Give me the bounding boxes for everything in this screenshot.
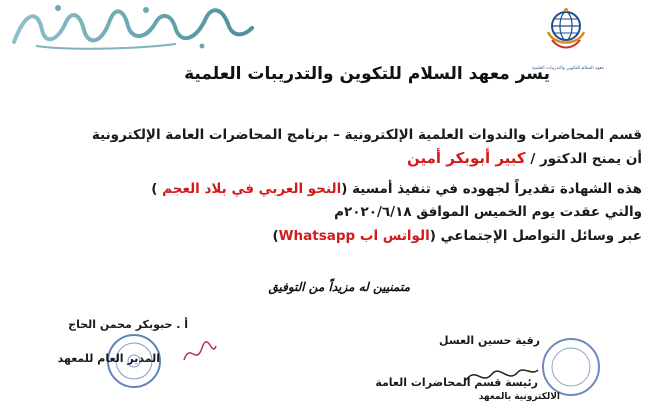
recipient-name: كبير أبوبكر أمين bbox=[406, 149, 526, 167]
grant-line bbox=[407, 149, 642, 167]
grant-prefix: أن يمنح الدكتور / bbox=[530, 151, 642, 167]
via-prefix: عبر وسائل التواصل الإجتماعي ( bbox=[429, 228, 642, 244]
head-title: رئيسة قسم المحاضرات العامة bbox=[375, 376, 538, 389]
platform-line bbox=[272, 228, 642, 244]
director-title: المدير العام للمعهد bbox=[57, 352, 160, 365]
logo-caption: معهد السلام للتكوين والتدريبات العلمية bbox=[531, 66, 605, 71]
director-name: أ . حبوبكر محمن الحاج bbox=[68, 318, 188, 331]
head-title-2: الالكترونية بالمعهد bbox=[478, 392, 560, 402]
director-signature bbox=[180, 338, 220, 368]
via-suffix: ) bbox=[272, 228, 279, 244]
institute-logo bbox=[536, 2, 596, 62]
wish-line: متمنيين له مزيداً من التوفيق bbox=[268, 280, 410, 294]
department-line: قسم المحاضرات والندوات العلمية الإلكترونية – برنامج المحاضرات العامة الإلكترونية bbox=[91, 127, 642, 143]
held-date-line: والتي عقدت يوم الخميس الموافق ٢٠٢٠/٦/١٨م bbox=[334, 204, 642, 220]
thanks-calligraphy bbox=[6, 0, 256, 52]
cert-prefix: هذه الشهادة تقديراً لجهوده في تنفيذ أمسية ( bbox=[341, 181, 642, 197]
certificate-reason bbox=[151, 181, 642, 197]
institute-stamp-right bbox=[540, 336, 602, 398]
cert-suffix: ) bbox=[151, 181, 163, 197]
head-name: رقية حسين العسل bbox=[439, 334, 540, 347]
platform-name: الواتس اب Whatsapp bbox=[278, 228, 430, 244]
lecture-topic: النحو العربي في بلاد العجم bbox=[162, 181, 342, 197]
certificate-title: يسر معهد السلام للتكوين والتدريبات العلمية bbox=[184, 64, 550, 84]
